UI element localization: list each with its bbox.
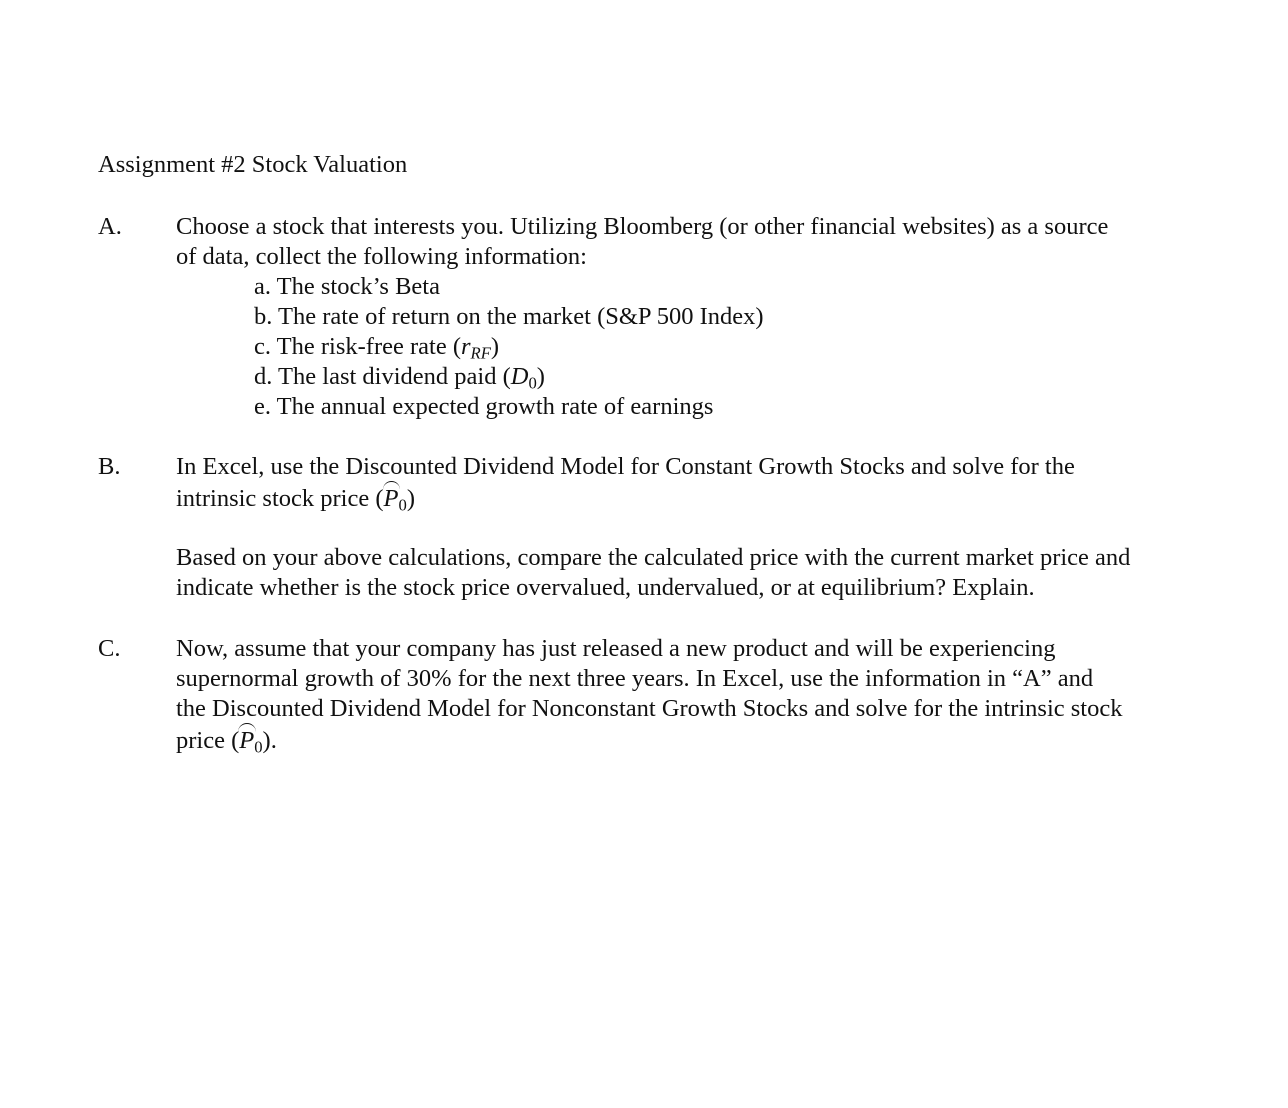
section-c-letter: C. bbox=[98, 635, 121, 662]
list-item-risk-free-rate bbox=[254, 332, 764, 362]
risk-free-symbol bbox=[461, 333, 491, 363]
section-c-line-1: Now, assume that your company has just released a new product and will be experiencing bbox=[176, 635, 1056, 662]
list-item-market-return: b. The rate of return on the market (S&P 500 Index) bbox=[254, 303, 764, 330]
dividend-subscript: 0 bbox=[528, 373, 537, 393]
section-a-text bbox=[176, 212, 1216, 272]
section-a-line-1: Choose a stock that interests you. Utilizing Bloomberg (or other financial websites) as a source bbox=[176, 213, 1109, 240]
section-b-line-2-text: intrinsic stock price ( bbox=[176, 485, 384, 512]
risk-free-subscript: RF bbox=[470, 343, 491, 363]
dividend-close: ) bbox=[536, 363, 545, 390]
risk-free-close: ) bbox=[490, 333, 500, 360]
section-c-line-4-text: price ( bbox=[176, 727, 240, 754]
document-title: Assignment #2 Stock Valuation bbox=[98, 151, 408, 178]
section-a-line-2: of data, collect the following information: bbox=[176, 243, 587, 270]
price-subscript: 0 bbox=[398, 495, 407, 515]
dividend-symbol bbox=[510, 363, 537, 393]
section-b-line-2 bbox=[176, 484, 1216, 514]
section-b-followup-line-1: Based on your above calculations, compare the calculated price with the current market price and bbox=[176, 544, 1131, 571]
section-b-followup bbox=[176, 543, 1216, 603]
section-b-followup-line-2: indicate whether is the stock price overvalued, undervalued, or at equilibrium? Explain. bbox=[176, 574, 1035, 601]
section-a-letter: A. bbox=[98, 213, 122, 240]
nonconstant-price-symbol bbox=[239, 727, 263, 757]
intrinsic-price-symbol bbox=[383, 485, 407, 515]
section-b-letter: B. bbox=[98, 453, 121, 480]
section-b-line-1: In Excel, use the Discounted Dividend Model for Constant Growth Stocks and solve for the bbox=[176, 453, 1075, 480]
section-c-line-3: the Discounted Dividend Model for Nonconstant Growth Stocks and solve for the intrinsic stock bbox=[176, 695, 1123, 722]
section-a-list bbox=[254, 272, 764, 422]
price-subscript-c: 0 bbox=[254, 737, 263, 757]
risk-free-label: c. The risk-free rate ( bbox=[254, 333, 461, 360]
list-item-last-dividend bbox=[254, 362, 764, 392]
price-hat-var-c: P bbox=[239, 727, 255, 754]
section-c-close: ). bbox=[262, 727, 277, 754]
list-item-beta: a. The stock’s Beta bbox=[254, 273, 440, 300]
price-hat-var: P bbox=[383, 485, 399, 512]
section-c-line-4 bbox=[176, 726, 1216, 756]
section-c-line-2: supernormal growth of 30% for the next three years. In Excel, use the information in “A” and bbox=[176, 665, 1094, 692]
section-b-text bbox=[176, 452, 1216, 514]
dividend-var: D bbox=[510, 363, 529, 390]
list-item-growth-rate: e. The annual expected growth rate of earnings bbox=[254, 393, 714, 420]
section-c-text bbox=[176, 634, 1216, 756]
risk-free-var: r bbox=[461, 333, 471, 360]
section-b-close: ) bbox=[406, 485, 415, 512]
dividend-label: d. The last dividend paid ( bbox=[254, 363, 511, 390]
